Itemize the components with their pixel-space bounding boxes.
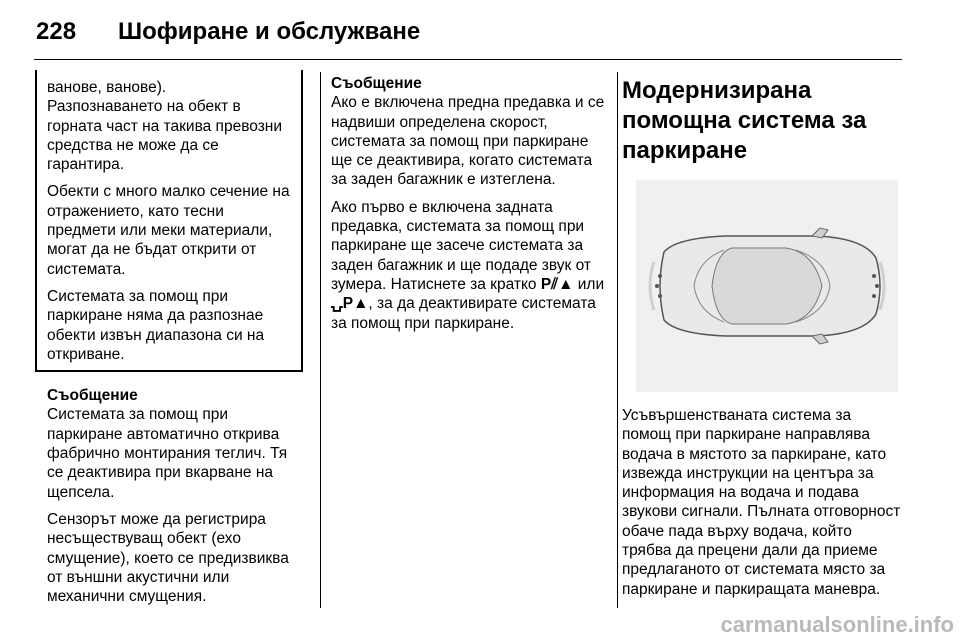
paragraph-text: Ако първо е включена задната предавка, системата за помощ при паркиране ще засече системата за заден багажник и ще подаде звук от зумера. Натиснете за кратко xyxy=(331,198,592,293)
header-divider xyxy=(34,59,902,60)
notice-title: Съобщение xyxy=(331,75,422,92)
notice-paragraph: Системата за помощ при паркиране автоматично открива фабрично монтирания теглич. Тя се деактивира при вкарване на щепсела. xyxy=(47,406,288,501)
warning-paragraph: Разпознаването на обект в горната част на такива превозни средства не може да се гарантира. xyxy=(47,98,283,174)
page-title: Шофиране и обслужване xyxy=(118,18,421,45)
notice-title: Съобщение xyxy=(47,387,138,405)
notice-paragraph: Ако е включена предна предавка и се надвиши определена скорост, системата за помощ при паркиране ще се деактивира, когато системата за заден багажник е изтеглена. xyxy=(331,94,605,189)
car-illustration xyxy=(636,180,898,392)
park-assist-button-icon: P⫽▲ xyxy=(540,275,574,293)
paragraph-text: или xyxy=(573,275,605,293)
notice-paragraph: Сензорът може да регистрира несъществуващ обект (ехо смущение), което се предизвиква от външни акустични или механични смущения. xyxy=(47,510,289,606)
paragraph-text: , за да деактивирате системата за помощ при паркиране. xyxy=(331,295,596,332)
watermark: carmanualsonline.info xyxy=(720,612,954,637)
warning-paragraph: ванове, ванове). xyxy=(47,79,167,96)
section-heading: Модернизирана помощна система за паркиране xyxy=(622,77,867,164)
column-divider xyxy=(320,72,321,608)
section-paragraph: Усъвършенстваната система за помощ при паркиране направлява водача в мястото за паркиране, като извежда инструкции на центъра за информация на водача и подава звукови сигнали. Пълната отговорност обаче пада върху водача, който трябва да прецени дали да приеме предлаганото от системата място за паркиране и паркиращата маневра. xyxy=(622,407,901,598)
car-top-view-icon xyxy=(636,180,898,392)
warning-paragraph: Системата за помощ при паркиране няма да разпознае обекти извън диапазона си на откриване. xyxy=(47,287,265,363)
warning-paragraph: Обекти с много малко сечение на отражението, като тесни предмети или меки материали, могат да не бъдат открити от системата. xyxy=(47,183,290,278)
column-divider xyxy=(617,72,618,608)
notice-paragraph xyxy=(331,198,605,333)
notice-block xyxy=(35,386,301,606)
warning-box xyxy=(35,70,303,372)
column-middle xyxy=(331,74,605,341)
column-right xyxy=(622,76,902,607)
advanced-park-assist-button-icon: ⍽P▲ xyxy=(331,295,369,313)
page-number: 228 xyxy=(36,18,77,45)
column-left xyxy=(35,70,301,614)
